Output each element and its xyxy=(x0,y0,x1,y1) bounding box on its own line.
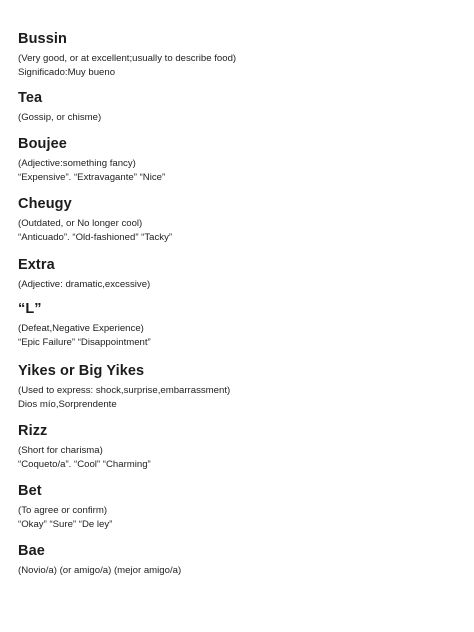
term-title: Yikes or Big Yikes xyxy=(18,363,145,379)
term-title: Rizz xyxy=(18,423,48,439)
entry-bussin xyxy=(18,30,462,79)
definition-line: (Adjective:something fancy) xyxy=(18,158,136,169)
translation-line: “Epic Failure” “Disappointment” xyxy=(18,336,151,348)
translation-line: Dios mío,Sorprendente xyxy=(18,398,117,410)
term-title: Extra xyxy=(18,257,55,273)
translation-line: “Coqueto/a”. “Cool” “Charming” xyxy=(18,458,151,470)
definition-line: (Adjective: dramatic,excessive) xyxy=(18,279,151,290)
entry-bet xyxy=(18,482,462,531)
term-title: Bae xyxy=(18,543,45,559)
definition-line: (To agree or confirm) xyxy=(18,505,108,516)
entry-l xyxy=(18,300,462,349)
term-title: Tea xyxy=(18,90,43,106)
translation-line: “Okay” “Sure” “De ley” xyxy=(18,518,113,530)
entry-rizz xyxy=(18,422,462,471)
term-title: Bet xyxy=(18,483,42,499)
entry-extra xyxy=(18,256,462,292)
term-title: “L” xyxy=(18,301,42,317)
definition-line: (Short for charisma) xyxy=(18,445,103,456)
term-title: Bussin xyxy=(18,31,67,47)
entry-cheugy xyxy=(18,195,462,244)
entry-bae xyxy=(18,542,462,578)
entry-boujee xyxy=(18,135,462,184)
definition-line: (Gossip, or chisme) xyxy=(18,112,102,123)
definition-line: (Defeat,Negative Experience) xyxy=(18,323,144,334)
translation-line: “Expensive”. “Extravagante” “Nice” xyxy=(18,171,166,183)
term-title: Cheugy xyxy=(18,196,72,212)
definition-line: (Used to express: shock,surprise,embarrassment) xyxy=(18,385,231,396)
translation-line: Significado:Muy bueno xyxy=(18,66,116,78)
definition-line: (Outdated, or No longer cool) xyxy=(18,218,143,229)
entry-yikes xyxy=(18,362,462,411)
entry-tea xyxy=(18,89,462,125)
definition-line: (Novio/a) (or amigo/a) (mejor amigo/a) xyxy=(18,565,182,576)
translation-line: “Anticuado”. “Old-fashioned” “Tacky” xyxy=(18,231,173,243)
term-title: Boujee xyxy=(18,136,67,152)
definition-line: (Very good, or at excellent;usually to describe food) xyxy=(18,53,237,64)
